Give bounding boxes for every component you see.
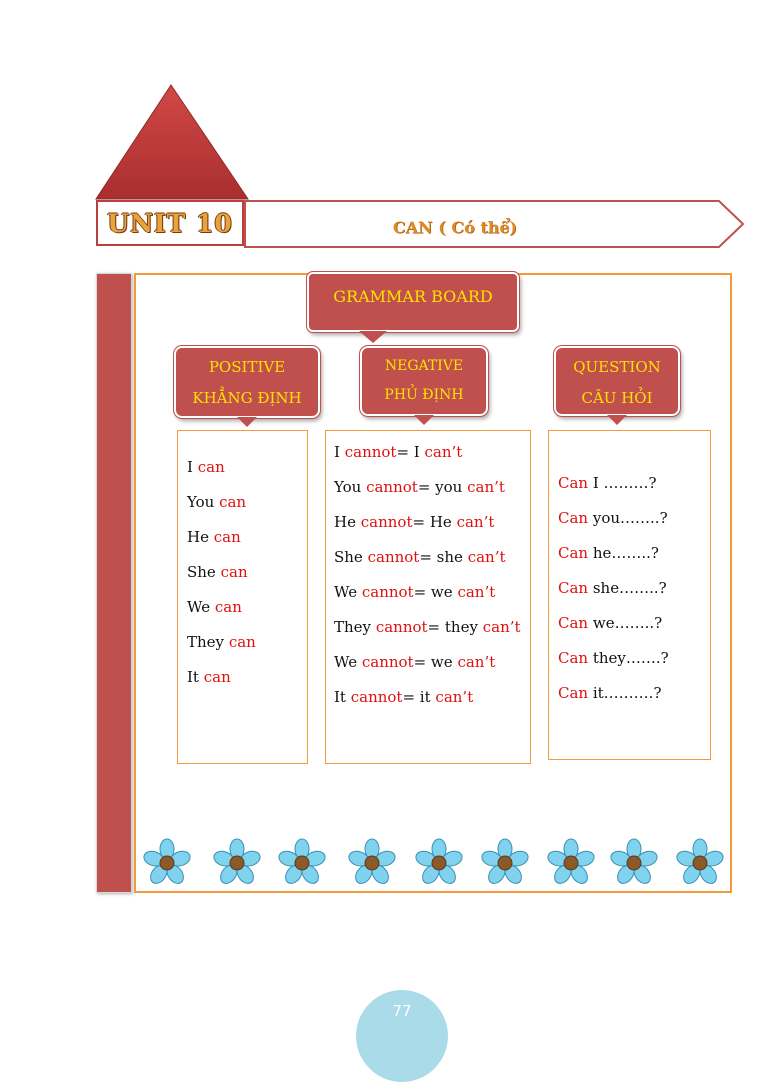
question-rest: he……..? [588,544,659,562]
verb: can [203,668,231,686]
flower-icon [414,838,464,888]
question-row [558,649,669,667]
verb: cannot [361,653,414,671]
subject: You [187,493,215,511]
question-label-vi: CÂU HỎI [581,389,653,407]
question-rest: I ………? [588,474,657,492]
negative-header [360,346,488,416]
verb: can [228,633,256,651]
verb: cannot [366,478,418,496]
short-subject: = she [419,548,463,566]
positive-row [187,633,256,651]
positive-row [187,598,242,616]
verb: cannot [367,548,420,566]
contraction: can’t [467,548,506,566]
bubble-tail [359,331,387,343]
verb: can [214,598,242,616]
subject: You [334,478,362,496]
short-subject: = we [413,583,453,601]
flower-icon [142,838,192,888]
short-subject: = you [417,478,463,496]
verb: cannot [375,618,428,636]
question-verb: Can [558,544,589,562]
question-verb: Can [558,614,589,632]
subject: They [187,633,225,651]
bubble-tail [237,417,257,427]
question-verb: Can [558,684,589,702]
negative-row [334,548,506,566]
contraction: can’t [424,443,463,461]
bubble-tail [414,415,434,425]
verb: cannot [361,583,414,601]
contraction: can’t [435,688,474,706]
side-bar-decoration [96,273,132,893]
flower-icon [277,838,327,888]
verb: can [197,458,225,476]
subject: We [187,598,211,616]
question-row [558,474,657,492]
question-rest: you……..? [588,509,668,527]
bubble-tail [607,415,627,425]
question-row [558,614,662,632]
contraction: can’t [467,478,505,496]
negative-row [334,513,494,531]
question-label: QUESTION [573,358,661,376]
verb: can [213,528,241,546]
negative-row [334,688,473,706]
page-number: 77 [392,1002,412,1020]
question-verb: Can [558,649,589,667]
subject: She [187,563,216,581]
subject: He [187,528,209,546]
subject: She [334,548,363,566]
question-row [558,509,668,527]
flower-icon [212,838,262,888]
verb: cannot [360,513,413,531]
positive-label-vi: KHẲNG ĐỊNH [192,389,302,407]
contraction: can’t [457,583,496,601]
subject: We [334,653,358,671]
question-row [558,544,659,562]
short-subject: = I [396,443,420,461]
positive-label: POSITIVE [208,358,286,376]
flower-icon [347,838,397,888]
question-verb: Can [558,579,589,597]
grammar-board-title-text: GRAMMAR BOARD [333,287,493,306]
page-number-badge [356,990,448,1082]
question-rest: she……..? [588,579,667,597]
verb: can [219,493,247,511]
short-subject: = we [413,653,453,671]
subject: They [334,618,372,636]
subject: I [187,458,193,476]
negative-row [334,478,505,496]
question-row [558,684,662,702]
unit-subtitle: CAN ( Có thể) [392,218,518,237]
question-verb: Can [558,474,589,492]
question-rest: it……….? [588,684,662,702]
subject: It [187,668,199,686]
contraction: can’t [482,618,521,636]
negative-label: NEGATIVE [384,358,464,374]
positive-row [187,528,241,546]
question-verb: Can [558,509,589,527]
subject: I [334,443,340,461]
question-row [558,579,667,597]
positive-row [187,563,248,581]
short-subject: = He [412,513,452,531]
positive-row [187,458,225,476]
question-rest: we……..? [588,614,663,632]
subject: We [334,583,358,601]
negative-row [334,618,521,636]
negative-label-vi: PHỦ ĐỊNH [384,387,464,403]
negative-row [334,443,462,461]
verb: cannot [350,688,403,706]
question-header [554,346,680,416]
question-rest: they…….? [588,649,669,667]
verb: can [220,563,248,581]
negative-row [334,583,495,601]
positive-header [174,346,320,418]
unit-title-box [96,200,244,246]
flower-border [138,838,728,890]
flower-icon [675,838,725,888]
flower-icon [480,838,530,888]
positive-row [187,493,246,511]
grammar-board-title [307,272,519,332]
positive-box [177,430,308,764]
flower-icon [546,838,596,888]
short-subject: = it [402,688,431,706]
unit-title: UNIT 10 [107,208,233,238]
roof-triangle-icon [0,0,260,205]
contraction: can’t [457,653,496,671]
negative-row [334,653,495,671]
contraction: can’t [456,513,495,531]
question-box [548,430,711,760]
subject: He [334,513,356,531]
verb: cannot [344,443,397,461]
positive-row [187,668,231,686]
flower-icon [609,838,659,888]
negative-box [325,430,531,764]
short-subject: = they [427,618,478,636]
subject: It [334,688,346,706]
